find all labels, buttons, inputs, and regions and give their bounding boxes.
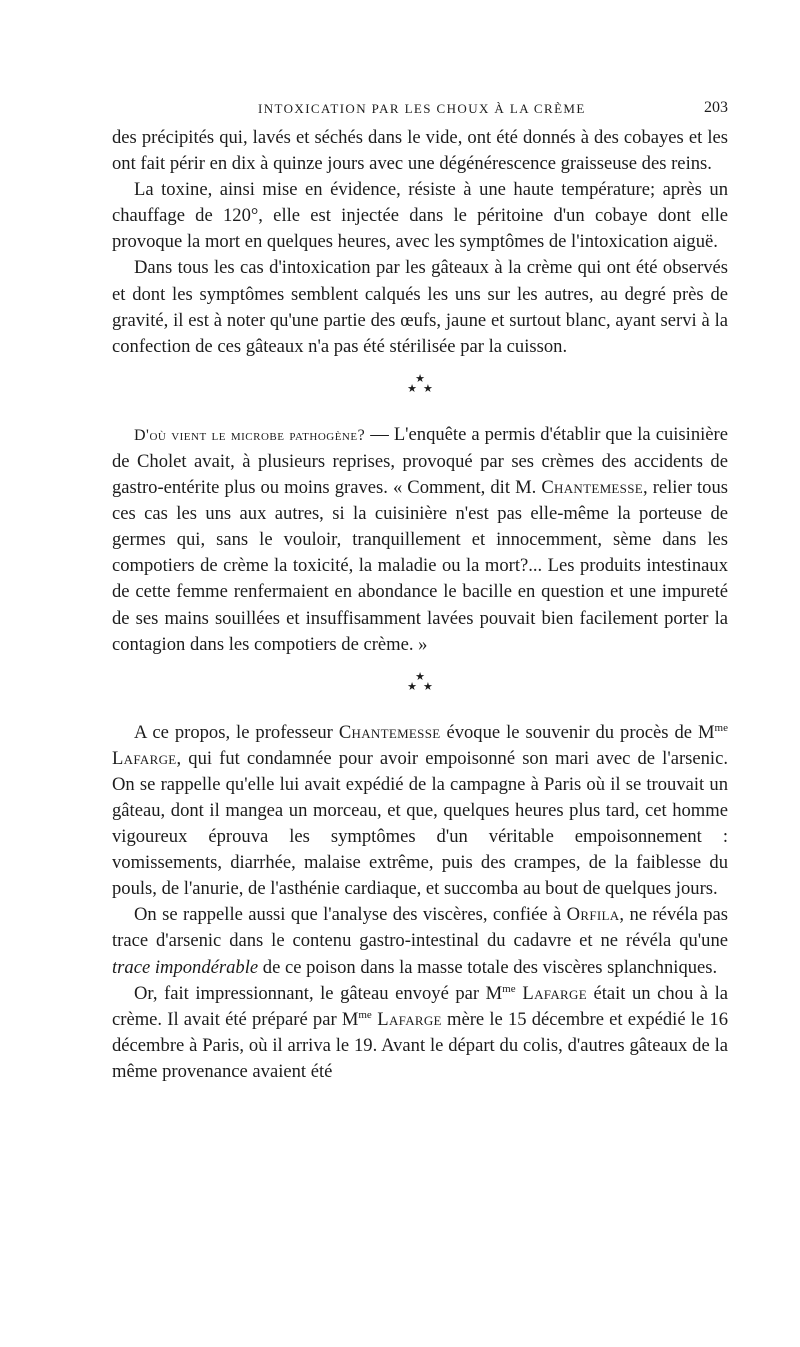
asterism-divider: ★ ★★	[407, 372, 439, 395]
paragraph-3: Dans tous les cas d'intoxication par les gâteaux à la crème qui ont été observés et dont les symptômes semblent calqués les uns sur les autres, au degré près de gravité, il est à noter qu'une partie des œufs, jaune et surtout blanc, ayant servi à la confection de ces gâteaux n'a pas été stérilisée par la cuisson.	[112, 257, 728, 357]
italic-phrase: trace impondérable	[112, 956, 259, 978]
paragraph-4: D'où vient le microbe pathogène? — L'enquête a permis d'établir que la cuisinière de Cholet avait, à plusieurs reprises, provoqué par ses crèmes des accidents de gastro-entérite plus ou moins graves. « Comment, dit M. Chantemesse, relier tous ces cas les uns aux autres, si la cuisinière n'est pas elle-même la porteuse de germes qui, sans le vouloir, tranquillement et innocemment, sème dans les compotiers de crème la toxicité, la maladie ou la mort?... Les produits intestinaux de cette femme renfermaient en abondance le bacille en question et une impureté de ses mains souillées et insuffisamment lavées pouvait bien facilement porter la contagion dans les compotiers de crème. »	[112, 423, 728, 655]
person-name: Orfila	[566, 904, 620, 926]
section-heading: D'où vient le microbe pathogène?	[134, 426, 366, 444]
person-name: Chantemesse	[338, 721, 441, 743]
paragraph-7: Or, fait impressionnant, le gâteau envoyé par $M^{me}$ Lafarge était un chou à la crème. Il avait été préparé par $M^{me}$ Lafarge mère le 15 décembre et expédié le 16 décembre à Paris, où il arriva le 19. Avant le départ du colis, d'autres gâteaux de la même provenance avaient été	[112, 982, 728, 1082]
person-name: Lafarge	[515, 982, 587, 1004]
running-header	[112, 95, 728, 125]
paragraph-5: A ce propos, le professeur Chantemesse évoque le souvenir du procès de $M^{me}$ Lafarge, qui fut condamnée pour avoir empoisonné son mari avec de l'arsenic. On se rappelle qu'elle lui avait expédié de la campagne à Paris où il se trouvait un gâteau, dont il mangea un morceau, et que, quelques heures plus tard, cet homme vigoureux éprouva les symptômes d'un véritable empoisonnement : vomissements, diarrhée, malaise extrême, puis des crampes, de la faiblesse du pouls, de l'anurie, de l'asthénie cardiaque, et succomba au bout de quelques jours.	[112, 721, 728, 900]
person-name: Lafarge	[371, 1008, 442, 1030]
asterism-divider: ★ ★★	[407, 670, 439, 693]
paragraph-6: On se rappelle aussi que l'analyse des viscères, confiée à Orfila, ne révéla pas trace d'arsenic dans le contenu gastro-intestinal du cadavre et ne révéla qu'une trace impondérable de ce poison dans la masse totale des viscères splanchniques.	[112, 904, 728, 978]
person-name: Lafarge	[112, 747, 177, 769]
page	[112, 95, 728, 1085]
page-number: 203	[704, 99, 728, 116]
person-name: Chantemesse	[541, 477, 643, 499]
running-title: INTOXICATION PAR LES CHOUX À LA CRÈME	[258, 101, 586, 116]
paragraph-1: des précipités qui, lavés et séchés dans le vide, ont été donnés à des cobayes et les ont fait périr en dix à quinze jours avec une dégénérescence graisseuse des reins.	[112, 127, 728, 175]
paragraph-2: La toxine, ainsi mise en évidence, résiste à une haute température; après un chauffage de 120°, elle est injectée dans le péritoine d'un cobaye dont elle provoque la mort en quelques heures, avec les symptômes de l'intoxication aiguë.	[112, 179, 728, 253]
